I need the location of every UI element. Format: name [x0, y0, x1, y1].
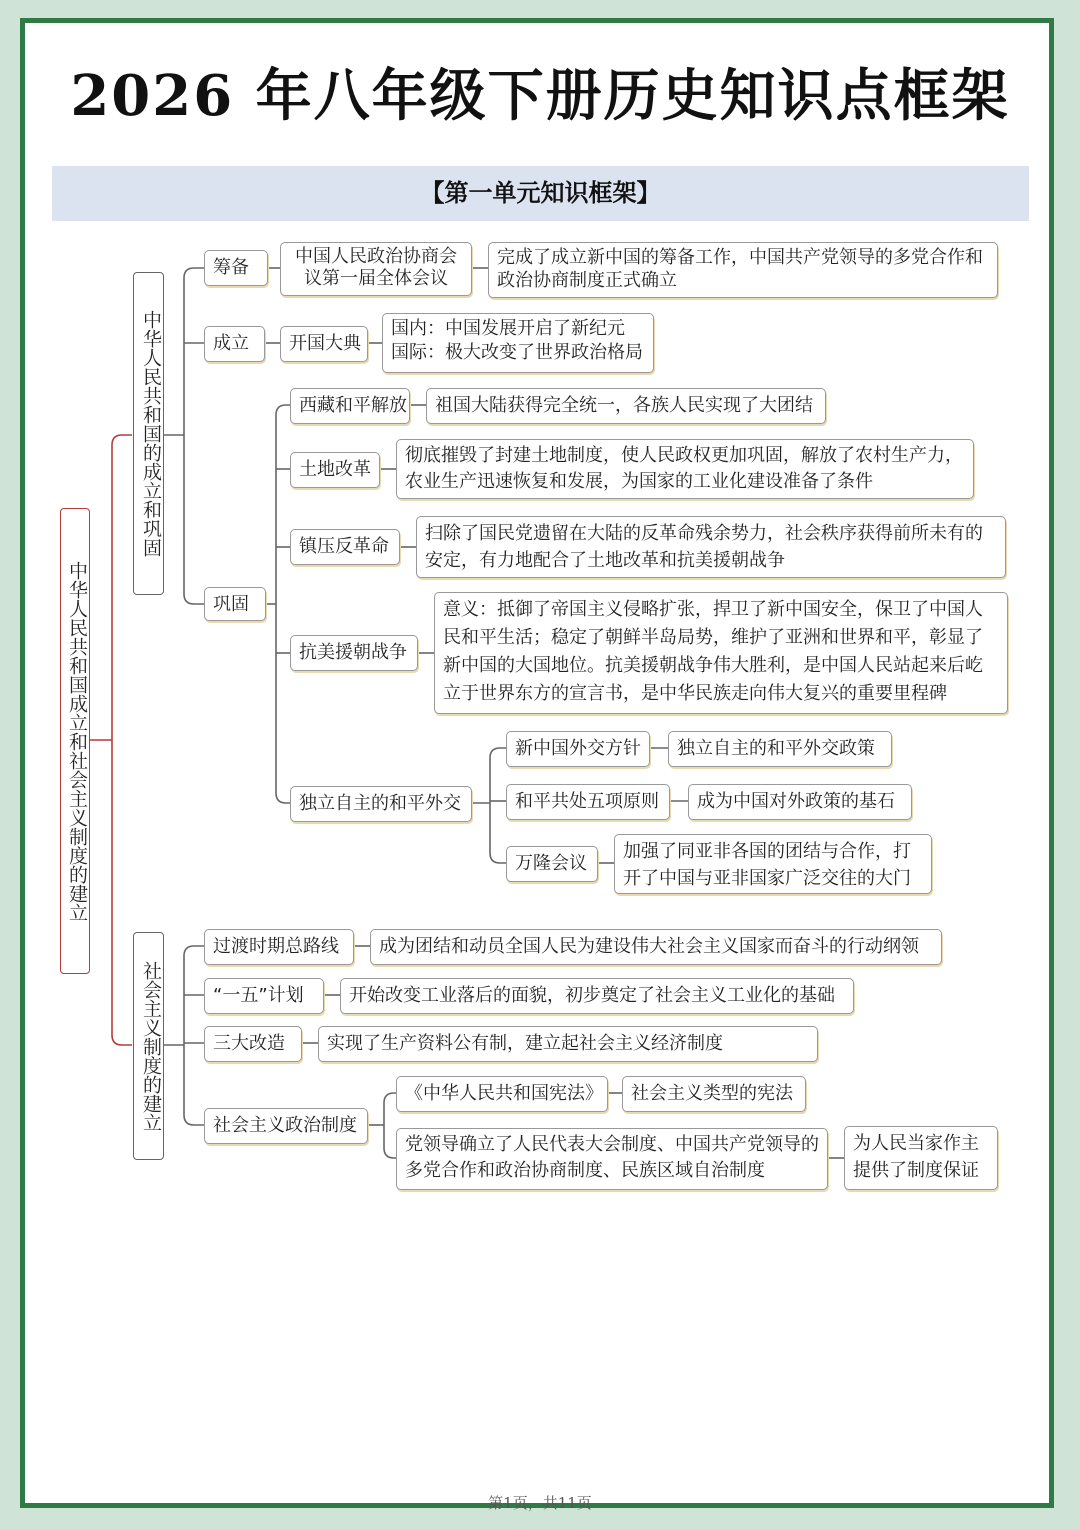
node-founding: 成立: [204, 326, 265, 362]
node-three-reforms: 三大改造: [204, 1026, 302, 1062]
node-general-line: 过渡时期总路线: [204, 929, 354, 965]
node-five-principles: 和平共处五项原则: [506, 784, 670, 820]
desc-founding: [382, 313, 654, 373]
desc-korean-war: 意义：抵御了帝国主义侵略扩张，捍卫了新中国安全，保卫了中国人民和平生活；稳定了朝鲜半岛局势，维护了亚洲和世界和平，彰显了新中国的大国地位。抗美援朝战争伟大胜利，是中国人民站起来后屹立于世界东方的宣言书，是中华民族走向伟大复兴的重要里程碑: [434, 592, 1008, 714]
desc-suppression: 扫除了国民党遗留在大陆的反革命残余势力，社会秩序获得前所未有的安定，有力地配合了土地改革和抗美援朝战争: [416, 516, 1006, 578]
page-title: 2026 年八年级下册历史知识点框架: [70, 63, 1010, 129]
desc-foreign-policy: 独立自主的和平外交政策: [668, 731, 892, 767]
node-suppression: 镇压反革命: [290, 529, 400, 565]
desc-five-year-plan: 开始改变工业落后的面貌，初步奠定了社会主义工业化的基础: [340, 978, 854, 1014]
page-footer: 第1页，共11页: [488, 1494, 592, 1512]
desc-three-reforms: 实现了生产资料公有制，建立起社会主义经济制度: [318, 1026, 818, 1062]
desc-bandung: 加强了同亚非各国的团结与合作，打开了中国与亚非国家广泛交往的大门: [614, 834, 932, 894]
desc-founding-international: 国际：极大改变了世界政治格局: [391, 342, 643, 363]
node-tibet: 西藏和平解放: [290, 388, 410, 424]
desc-general-line: 成为团结和动员全国人民为建设伟大社会主义国家而奋斗的行动纲领: [370, 929, 942, 965]
desc-five-principles: 成为中国对外政策的基石: [688, 784, 912, 820]
node-political-system: 社会主义政治制度: [204, 1108, 368, 1144]
node-foreign-policy: 新中国外交方针: [506, 731, 650, 767]
desc-tibet: 祖国大陆获得完全统一，各族人民实现了大团结: [426, 388, 826, 424]
node-prep: 筹备: [204, 250, 268, 286]
node-founding-ceremony: 开国大典: [280, 326, 368, 362]
desc-political-institutions: 为人民当家作主提供了制度保证: [844, 1126, 998, 1190]
node-cppcc: 中国人民政治协商会议第一届全体会议: [280, 242, 472, 296]
node-land-reform: 土地改革: [290, 452, 380, 488]
node-bandung: 万隆会议: [506, 846, 598, 882]
desc-cppcc: 完成了成立新中国的筹备工作，中国共产党领导的多党合作和政治协商制度正式确立: [488, 242, 998, 298]
node-consolidation: 巩固: [204, 587, 266, 621]
branch-founding-consolidation: 中华人民共和国的成立和巩固: [133, 272, 164, 595]
node-korean-war: 抗美援朝战争: [290, 635, 418, 671]
node-five-year-plan: “一五”计划: [204, 978, 324, 1014]
branch-socialist-system: 社会主义制度的建立: [133, 932, 164, 1160]
node-political-institutions: 党领导确立了人民代表大会制度、中国共产党领导的多党合作和政治协商制度、民族区域自治制度: [396, 1128, 828, 1190]
desc-land-reform: 彻底摧毁了封建土地制度，使人民政权更加巩固，解放了农村生产力，农业生产迅速恢复和发展，为国家的工业化建设准备了条件: [396, 439, 974, 499]
root-node: 中华人民共和国成立和社会主义制度的建立: [60, 508, 90, 974]
desc-constitution: 社会主义类型的宪法: [622, 1076, 806, 1112]
node-constitution: 《中华人民共和国宪法》: [396, 1076, 608, 1112]
desc-founding-domestic: 国内：中国发展开启了新纪元: [391, 318, 625, 339]
unit-title: 【第一单元知识框架】: [52, 166, 1029, 221]
node-diplomacy: 独立自主的和平外交: [290, 786, 472, 822]
